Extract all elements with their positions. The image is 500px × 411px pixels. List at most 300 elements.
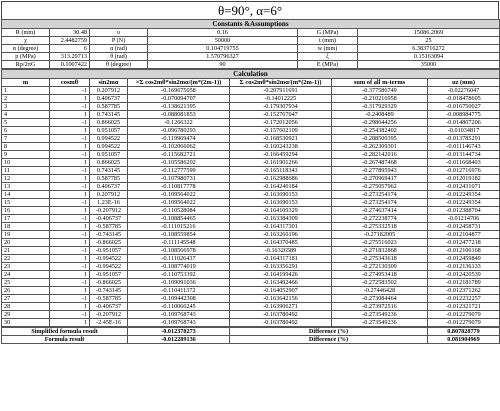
product-sum-cell: -0.110753392 (128, 271, 230, 279)
product-sum-cell: -0.111015216 (128, 223, 230, 231)
calculation-row (2, 111, 500, 119)
total-cell: -0.272238774 (332, 215, 428, 223)
uz-cell: -0.008984775 (428, 111, 500, 119)
sum-cell: -0.207911691 (230, 87, 332, 95)
sum-cell: -0.172012056 (230, 119, 332, 127)
result-row (2, 336, 500, 344)
constant-value: 15086.2069 (358, 29, 500, 37)
uz-cell: -0.012136133 (428, 263, 500, 271)
uz-cell: -0.012279079 (428, 311, 500, 319)
constant-value: 0.104719755 (148, 45, 298, 53)
calculation-row (2, 303, 500, 311)
cos-cell: 1 (50, 303, 90, 311)
uz-cell: -0.012232257 (428, 295, 500, 303)
sin-cell: -0.406737 (90, 303, 128, 311)
sum-cell: -0.165118343 (230, 167, 332, 175)
uz-cell: -0.012458731 (428, 223, 500, 231)
product-sum-cell: -0.110817778 (128, 183, 230, 191)
cos-cell: 1 (50, 111, 90, 119)
calculation-row (2, 175, 500, 183)
sum-cell: -0.164109329 (230, 207, 332, 215)
product-sum-cell: -0.108774019 (128, 263, 230, 271)
m-cell: 3 (2, 103, 50, 111)
total-cell: -0.272583502 (332, 279, 428, 287)
column-header: sin2mα (90, 79, 128, 87)
m-cell: 10 (2, 159, 50, 167)
sin-cell: 0.866025 (90, 159, 128, 167)
constant-label: θ (degree) (90, 61, 148, 69)
sin-cell: 0.587785 (90, 103, 128, 111)
constant-value: 35000 (358, 61, 500, 69)
product-sum-cell: -0.070094707 (128, 95, 230, 103)
cos-cell: -1 (50, 167, 90, 175)
product-sum-cell: -0.088081853 (128, 111, 230, 119)
sum-cell: -0.163780492 (230, 311, 332, 319)
constant-label: Rp/2πG (2, 61, 50, 69)
product-sum-cell: -0.108559854 (128, 231, 230, 239)
sum-cell: -0.164317181 (230, 255, 332, 263)
cos-cell: -1 (50, 183, 90, 191)
product-sum-cell: -0.109768743 (128, 311, 230, 319)
m-cell: 9 (2, 151, 50, 159)
product-sum-cell: -0.102066062 (128, 143, 230, 151)
cos-cell: -1 (50, 135, 90, 143)
spreadsheet (1, 1, 499, 344)
sin-cell: -0.406737 (90, 215, 128, 223)
total-cell: -0.272130309 (332, 263, 428, 271)
sin-cell: -0.866025 (90, 239, 128, 247)
sheet-title: θ=90°, α=6° (1, 1, 499, 19)
total-cell: -0.275057962 (332, 183, 428, 191)
sum-cell: -0.168530921 (230, 135, 332, 143)
calculation-row (2, 255, 500, 263)
result-value: -0.012378273 (128, 328, 230, 336)
constant-value: 6.383716272 (358, 45, 500, 53)
sum-cell: -0.163492466 (230, 279, 332, 287)
sum-cell: -0.160243238 (230, 143, 332, 151)
uz-cell: -0.011668403 (428, 159, 500, 167)
total-cell: -0.282142016 (332, 151, 428, 159)
cos-cell: 1 (50, 271, 90, 279)
sum-cell: -0.157602109 (230, 127, 332, 135)
total-cell: -0.377586749 (332, 87, 428, 95)
calculation-row (2, 287, 500, 295)
total-cell: -0.275343618 (332, 255, 428, 263)
m-cell: 14 (2, 191, 50, 199)
uz-cell: -0.012279079 (428, 319, 500, 327)
column-header: ×Σ cos2mθ*sin2mα/(m*(2m-1)) (128, 79, 230, 87)
calculation-row (2, 231, 500, 239)
calculation-row (2, 207, 500, 215)
sin-cell: 0.207912 (90, 191, 128, 199)
result-label: Simplified formula result (2, 328, 128, 336)
product-sum-cell: -0.109768743 (128, 319, 230, 327)
product-sum-cell: -0.109091036 (128, 279, 230, 287)
uz-cell: -0.011146743 (428, 143, 500, 151)
constants-row (2, 45, 500, 53)
cos-cell: -1 (50, 119, 90, 127)
calculation-row (2, 311, 500, 319)
cos-cell: 1 (50, 319, 90, 327)
difference-value: 0.807828779 (428, 328, 500, 336)
calculation-row (2, 247, 500, 255)
result-label: Formula result (2, 336, 128, 344)
product-sum-cell: -0.109564022 (128, 199, 230, 207)
cos-cell: 1 (50, 95, 90, 103)
constant-label: w (mm) (298, 45, 358, 53)
total-cell: -0.262309301 (332, 143, 428, 151)
calculation-row (2, 191, 500, 199)
total-cell: -0.267487468 (332, 159, 428, 167)
constant-value: 50000 (148, 37, 298, 45)
calculation-table (1, 69, 500, 327)
constant-value: 313.29713 (50, 53, 90, 61)
m-cell: 26 (2, 287, 50, 295)
sin-cell: 0.406737 (90, 183, 128, 191)
m-cell: 24 (2, 271, 50, 279)
calculation-row (2, 183, 500, 191)
sin-cell: -0.951057 (90, 271, 128, 279)
sin-cell: 0.406737 (90, 95, 128, 103)
sin-cell: -0.587785 (90, 223, 128, 231)
calculation-row (2, 223, 500, 231)
sin-cell: -0.994522 (90, 263, 128, 271)
result-value: -0.012289136 (128, 336, 230, 344)
total-cell: -0.275332518 (332, 223, 428, 231)
m-cell: 13 (2, 183, 50, 191)
total-cell: -0.254382402 (332, 127, 428, 135)
sin-cell: -0.207912 (90, 311, 128, 319)
uz-cell: -0.012249354 (428, 191, 500, 199)
calculation-row (2, 95, 500, 103)
total-cell: -0.288500395 (332, 135, 428, 143)
calculation-header-row (2, 79, 500, 87)
product-sum-cell: -0.096780293 (128, 127, 230, 135)
m-cell: 23 (2, 263, 50, 271)
sum-cell: -0.163260196 (230, 231, 332, 239)
calculation-row (2, 295, 500, 303)
constant-value: 25 (358, 37, 500, 45)
cos-cell: 1 (50, 239, 90, 247)
constant-label: υ (90, 29, 148, 37)
cos-cell: -1 (50, 103, 90, 111)
uz-cell: -0.012431071 (428, 183, 500, 191)
calculation-row (2, 159, 500, 167)
uz-cell: -0.014807206 (428, 119, 500, 127)
sin-cell: 0.743145 (90, 111, 128, 119)
constant-value: 2.4482759 (50, 37, 90, 45)
m-cell: 17 (2, 215, 50, 223)
sum-cell: -0.163356291 (230, 263, 332, 271)
sin-cell: -2.45E-16 (90, 319, 128, 327)
calculation-row (2, 127, 500, 135)
sin-cell: 0.207912 (90, 87, 128, 95)
cos-cell: 1 (50, 207, 90, 215)
sum-cell: -0.163780492 (230, 319, 332, 327)
total-cell: -0.275516023 (332, 239, 428, 247)
sum-cell: -0.16326589 (230, 247, 332, 255)
total-cell: -0.298644256 (332, 119, 428, 127)
sin-cell: -0.743145 (90, 231, 128, 239)
cos-cell: 1 (50, 127, 90, 135)
calculation-row (2, 215, 500, 223)
sin-cell: -0.951057 (90, 247, 128, 255)
sum-cell: -0.164199426 (230, 271, 332, 279)
m-cell: 7 (2, 135, 50, 143)
cos-cell: -1 (50, 311, 90, 319)
uz-cell: -0.012716976 (428, 167, 500, 175)
constants-row (2, 61, 500, 69)
m-cell: 2 (2, 95, 50, 103)
total-cell: -0.27182005 (332, 231, 428, 239)
uz-cell: -0.012249354 (428, 199, 500, 207)
total-cell: -0.27446428 (332, 287, 428, 295)
m-cell: 16 (2, 207, 50, 215)
calculation-row (2, 135, 500, 143)
calculation-heading: Calculation (2, 70, 500, 79)
total-cell: -0.273084464 (332, 295, 428, 303)
sin-cell: 0.866025 (90, 119, 128, 127)
uz-cell: -0.012106168 (428, 247, 500, 255)
uz-cell: -0.012181789 (428, 279, 500, 287)
product-sum-cell: -0.1266322 (128, 119, 230, 127)
difference-label: Difference (%) (230, 336, 428, 344)
product-sum-cell: -0.109564022 (128, 191, 230, 199)
constant-label: ξ (298, 53, 358, 61)
total-cell: -0.273254174 (332, 191, 428, 199)
total-cell: -0.273549236 (332, 319, 428, 327)
total-cell: -0.277895943 (332, 167, 428, 175)
uz-cell: -0.01034817 (428, 127, 500, 135)
constant-label: θ (rad) (90, 53, 148, 61)
sum-cell: -0.163384309 (230, 215, 332, 223)
result-row (2, 328, 500, 336)
product-sum-cell: -0.111026437 (128, 255, 230, 263)
sum-cell: -0.164370485 (230, 239, 332, 247)
cos-cell: 1 (50, 287, 90, 295)
constant-label: t (mm) (298, 37, 358, 45)
sin-cell: -0.587785 (90, 295, 128, 303)
sin-cell: 0.951057 (90, 151, 128, 159)
total-cell: -0.271832868 (332, 247, 428, 255)
uz-cell: -0.012459849 (428, 255, 500, 263)
constant-value: 0.15163094 (358, 53, 500, 61)
m-cell: 18 (2, 223, 50, 231)
sum-cell: -0.152767047 (230, 111, 332, 119)
product-sum-cell: -0.169675058 (128, 87, 230, 95)
sin-cell: -0.743145 (90, 287, 128, 295)
cos-cell: 1 (50, 159, 90, 167)
cos-cell: -1 (50, 199, 90, 207)
m-cell: 27 (2, 295, 50, 303)
uz-cell: -0.013144734 (428, 151, 500, 159)
uz-cell: -0.018478605 (428, 95, 500, 103)
m-cell: 19 (2, 231, 50, 239)
product-sum-cell: -0.110066245 (128, 303, 230, 311)
sin-cell: 1.23E-16 (90, 199, 128, 207)
column-header: Σ cos2mθ*sin2mα/(m*(2m-1)) (230, 79, 332, 87)
total-cell: -0.273254174 (332, 199, 428, 207)
sin-cell: 0.994522 (90, 143, 128, 151)
m-cell: 5 (2, 119, 50, 127)
uz-cell: -0.012420539 (428, 271, 500, 279)
uz-cell: -0.012104877 (428, 231, 500, 239)
m-cell: 15 (2, 199, 50, 207)
difference-label: Difference (%) (230, 328, 428, 336)
cos-cell: -1 (50, 247, 90, 255)
product-sum-cell: -0.119969474 (128, 135, 230, 143)
cos-cell: -1 (50, 87, 90, 95)
m-cell: 25 (2, 279, 50, 287)
results-table (1, 327, 500, 344)
constant-label: α (rad) (90, 45, 148, 53)
calculation-row (2, 319, 500, 327)
sum-cell: -0.163642156 (230, 295, 332, 303)
constants-heading: Constants &Assumptions (2, 20, 500, 29)
product-sum-cell: -0.110528084 (128, 207, 230, 215)
sin-cell: -0.207912 (90, 207, 128, 215)
m-cell: 20 (2, 239, 50, 247)
total-cell: -0.2408489 (332, 111, 428, 119)
m-cell: 6 (2, 127, 50, 135)
calculation-row (2, 103, 500, 111)
cos-cell: -1 (50, 279, 90, 287)
constant-label: χ (2, 37, 50, 45)
column-header: cosmθ (50, 79, 90, 87)
sum-cell: -0.163690153 (230, 199, 332, 207)
sin-cell: -0.866025 (90, 279, 128, 287)
m-cell: 4 (2, 111, 50, 119)
sum-cell: -0.164052907 (230, 287, 332, 295)
m-cell: 12 (2, 175, 50, 183)
total-cell: -0.274637414 (332, 207, 428, 215)
calculation-row (2, 167, 500, 175)
m-cell: 22 (2, 255, 50, 263)
sum-cell: -0.166459294 (230, 151, 332, 159)
total-cell: -0.274953418 (332, 271, 428, 279)
uz-cell: -0.012019182 (428, 175, 500, 183)
total-cell: -0.210216958 (332, 95, 428, 103)
constant-value: 0.1007422 (50, 61, 90, 69)
sum-cell: -0.179307934 (230, 103, 332, 111)
constant-label: α (degree) (2, 45, 50, 53)
constants-table (1, 19, 500, 69)
sum-cell: -0.161901266 (230, 159, 332, 167)
sum-cell: -0.162988686 (230, 175, 332, 183)
m-cell: 1 (2, 87, 50, 95)
uz-cell: -0.016750027 (428, 103, 500, 111)
product-sum-cell: -0.110411372 (128, 287, 230, 295)
cos-cell: 1 (50, 223, 90, 231)
cos-cell: -1 (50, 295, 90, 303)
constant-label: G (MPa) (298, 29, 358, 37)
constant-label: R (mm) (2, 29, 50, 37)
uz-cell: -0.012371262 (428, 287, 500, 295)
cos-cell: -1 (50, 263, 90, 271)
sin-cell: -0.994522 (90, 255, 128, 263)
constant-label: E (MPa) (298, 61, 358, 69)
uz-cell: -0.01214706 (428, 215, 500, 223)
difference-value: 0.081904969 (428, 336, 500, 344)
product-sum-cell: -0.115682721 (128, 151, 230, 159)
total-cell: -0.270969417 (332, 175, 428, 183)
uz-cell: -0.012477218 (428, 239, 500, 247)
constants-row (2, 37, 500, 45)
product-sum-cell: -0.109442308 (128, 295, 230, 303)
calculation-row (2, 263, 500, 271)
cos-cell: 1 (50, 175, 90, 183)
sum-cell: -0.164240184 (230, 183, 332, 191)
calculation-row (2, 87, 500, 95)
sum-cell: -0.14012225 (230, 95, 332, 103)
sum-cell: -0.163906271 (230, 303, 332, 311)
uz-cell: -0.02276047 (428, 87, 500, 95)
calculation-row (2, 271, 500, 279)
sin-cell: 0.743145 (90, 167, 128, 175)
column-header: uz (mm) (428, 79, 500, 87)
column-header: m (2, 79, 50, 87)
constant-label: p (MPa) (2, 53, 50, 61)
calculation-row (2, 239, 500, 247)
calculation-row (2, 119, 500, 127)
product-sum-cell: -0.111145548 (128, 239, 230, 247)
constant-value: 1.570796327 (148, 53, 298, 61)
calculation-row (2, 199, 500, 207)
total-cell: -0.273972516 (332, 303, 428, 311)
sin-cell: 0.951057 (90, 127, 128, 135)
calculation-row (2, 143, 500, 151)
m-cell: 30 (2, 319, 50, 327)
product-sum-cell: -0.108566978 (128, 247, 230, 255)
uz-cell: -0.013785291 (428, 135, 500, 143)
constant-label: P (N) (90, 37, 148, 45)
calculation-row (2, 151, 500, 159)
product-sum-cell: -0.107980731 (128, 175, 230, 183)
product-sum-cell: -0.105586202 (128, 159, 230, 167)
cos-cell: -1 (50, 151, 90, 159)
cos-cell: -1 (50, 215, 90, 223)
cos-cell: 1 (50, 255, 90, 263)
uz-cell: -0.012388704 (428, 207, 500, 215)
sin-cell: 0.587785 (90, 175, 128, 183)
m-cell: 29 (2, 311, 50, 319)
constants-row (2, 29, 500, 37)
sum-cell: -0.163690153 (230, 191, 332, 199)
cos-cell: 1 (50, 143, 90, 151)
constant-value: 30.48 (50, 29, 90, 37)
constant-value: 6 (50, 45, 90, 53)
total-cell: -0.273549236 (332, 311, 428, 319)
total-cell: -0.317929329 (332, 103, 428, 111)
constants-row (2, 53, 500, 61)
constant-value: 90 (148, 61, 298, 69)
cos-cell: -1 (50, 231, 90, 239)
sum-cell: -0.164317301 (230, 223, 332, 231)
sin-cell: 0.994522 (90, 135, 128, 143)
constant-value: 0.16 (148, 29, 298, 37)
column-header: sum of all m-terms (332, 79, 428, 87)
product-sum-cell: -0.108854465 (128, 215, 230, 223)
m-cell: 28 (2, 303, 50, 311)
m-cell: 21 (2, 247, 50, 255)
m-cell: 8 (2, 143, 50, 151)
uz-cell: -0.012321721 (428, 303, 500, 311)
calculation-row (2, 279, 500, 287)
m-cell: 11 (2, 167, 50, 175)
cos-cell: 1 (50, 191, 90, 199)
product-sum-cell: -0.138621395 (128, 103, 230, 111)
product-sum-cell: -0.112777599 (128, 167, 230, 175)
